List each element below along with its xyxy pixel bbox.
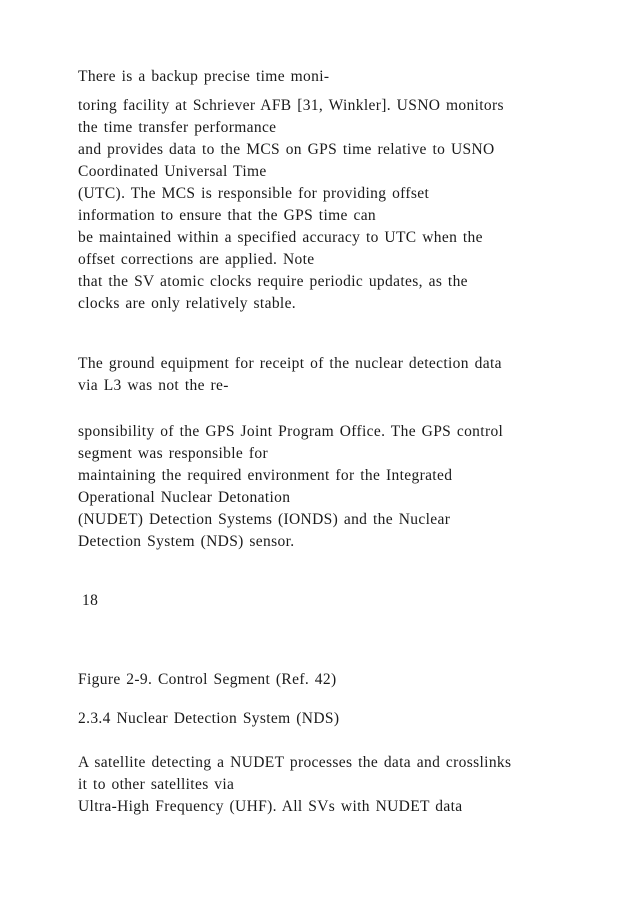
text-line: information to ensure that the GPS time can [78,207,377,224]
text-line: clocks are only relatively stable. [78,295,297,312]
text-line: maintaining the required environment for the Integrated [78,467,453,484]
text-line: be maintained within a specified accuracy to UTC when the [78,229,483,246]
text-line: segment was responsible for [78,445,269,462]
text-line: it to other satellites via [78,776,235,793]
text-line: There is a backup precise time moni- [78,68,330,85]
text-line: and provides data to the MCS on GPS time relative to USNO [78,141,495,158]
section-heading: 2.3.4 Nuclear Detection System (NDS) [78,710,340,727]
text-line: (UTC). The MCS is responsible for providing offset [78,185,430,202]
figure-caption: Figure 2-9. Control Segment (Ref. 42) [78,671,337,688]
text-line: Coordinated Universal Time [78,163,267,180]
text-line: offset corrections are applied. Note [78,251,315,268]
page-number: 18 [82,592,99,609]
text-line: that the SV atomic clocks require periodic updates, as the [78,273,468,290]
text-line: The ground equipment for receipt of the nuclear detection data [78,355,502,372]
text-line: Detection System (NDS) sensor. [78,533,295,550]
text-line: the time transfer performance [78,119,277,136]
text-line: toring facility at Schriever AFB [31, Winkler]. USNO monitors [78,97,504,114]
text-line: A satellite detecting a NUDET processes the data and crosslinks [78,754,512,771]
text-line: Ultra-High Frequency (UHF). All SVs with NUDET data [78,798,463,815]
text-line: (NUDET) Detection Systems (IONDS) and the Nuclear [78,511,451,528]
text-line: Operational Nuclear Detonation [78,489,291,506]
text-line: sponsibility of the GPS Joint Program Office. The GPS control [78,423,504,440]
text-line: via L3 was not the re- [78,377,229,394]
